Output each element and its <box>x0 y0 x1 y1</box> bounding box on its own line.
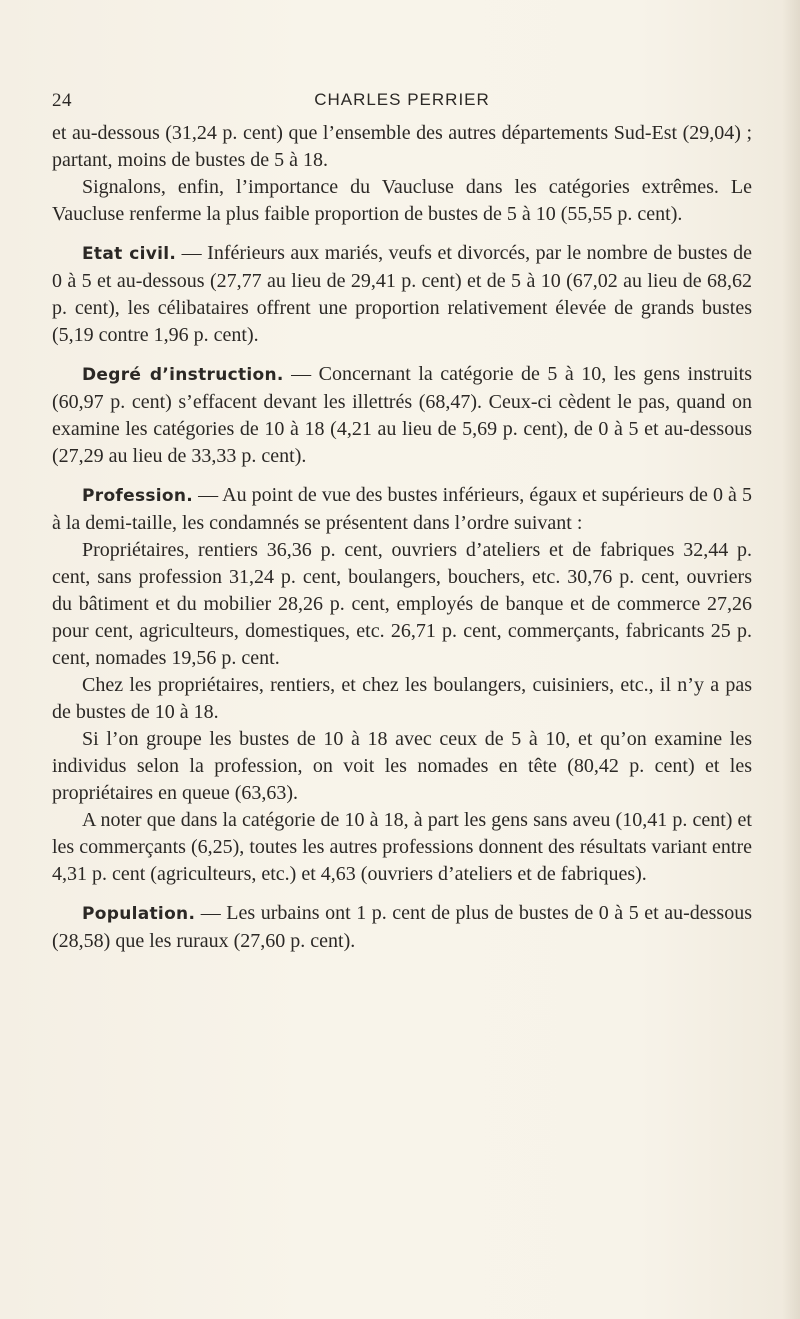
section-population <box>52 900 752 955</box>
paragraph-text: — Inférieurs aux mariés, veufs et divorcés, par le nombre de bustes de 0 à 5 et au-dessous (27,77 au lieu de 29,41 p. cent) et de 5 à 10 (67,02 au lieu de 68,62 p. cent), les célibataires offrent une proportion relativement élevée de grands bustes (5,19 contre 1,96 p. cent). <box>52 242 753 346</box>
section-heading: Profession. <box>82 486 194 506</box>
section-heading: Etat civil. <box>82 244 177 264</box>
section-heading: Population. <box>82 904 196 924</box>
paragraph-text: A noter que dans la catégorie de 10 à 18, à part les gens sans aveu (10,41 p. cent) et les commerçants (6,25), toutes les autres professions donnent des résultats variant entre 4,31 p. cent (agriculteurs, etc.) et 4,63 (ouvriers d’ateliers et de fabriques). <box>52 809 752 885</box>
section-degre-instruction <box>52 361 752 470</box>
paragraph-text: et au-dessous (31,24 p. cent) que l’ensemble des autres départements Sud-Est (29,04) ; partant, moins de bustes de 5 à 18. <box>52 122 752 171</box>
paragraph-a-noter <box>52 807 752 888</box>
paragraph-text: Propriétaires, rentiers 36,36 p. cent, ouvriers d’ateliers et de fabriques 32,44 p. cent, sans profession 31,24 p. cent, boulangers, bouchers, etc. 30,76 p. cent, ouvriers du bâtiment et du mobilier 28,26 p. cent, employés de banque et de commerce 27,26 pour cent, agriculteurs, domestiques, etc. 26,71 p. cent, commerçants, fabricants 25 p. cent, nomades 19,56 p. cent. <box>52 539 752 669</box>
paragraph-continuation <box>52 120 752 174</box>
paragraph-text: — Au point de vue des bustes inférieurs, égaux et supérieurs de 0 à 5 à la demi-taille, les condamnés se présentent dans l’ordre suivant : <box>52 484 752 534</box>
section-etat-civil <box>52 240 752 349</box>
paragraph-groupe <box>52 726 752 807</box>
paragraph-vaucluse <box>52 174 752 228</box>
section-heading: Degré d’instruction. <box>82 365 284 385</box>
body-text <box>52 120 752 955</box>
section-profession <box>52 482 752 537</box>
paragraph-proprietaires <box>52 672 752 726</box>
paragraph-text: Chez les propriétaires, rentiers, et chez les boulangers, cuisiniers, etc., il n’y a pas de bustes de 10 à 18. <box>52 674 752 723</box>
paragraph-profession-list <box>52 537 752 672</box>
paragraph-text: Signalons, enfin, l’importance du Vaucluse dans les catégories extrêmes. Le Vaucluse renferme la plus faible proportion de bustes de 5 à 10 (55,55 p. cent). <box>52 176 752 225</box>
running-head <box>52 90 752 114</box>
page-edge-shadow <box>782 0 800 1319</box>
paragraph-text: — Concernant la catégorie de 5 à 10, les gens instruits (60,97 p. cent) s’effacent devant les illettrés (68,47). Ceux-ci cèdent le pas, quand on examine les catégories de 10 à 18 (4,21 au lieu de 5,69 p. cent), de 0 à 5 et au-dessous (27,29 au lieu de 33,33 p. cent). <box>52 363 752 467</box>
paragraph-text: Si l’on groupe les bustes de 10 à 18 avec ceux de 5 à 10, et qu’on examine les individus selon la profession, on voit les nomades en tête (80,42 p. cent) et les propriétaires en queue (63,63). <box>52 728 752 804</box>
paragraph-text: — Les urbains ont 1 p. cent de plus de bustes de 0 à 5 et au-dessous (28,58) que les ruraux (27,60 p. cent). <box>52 902 752 952</box>
page-number: 24 <box>52 90 72 111</box>
running-title: CHARLES PERRIER <box>314 90 490 109</box>
